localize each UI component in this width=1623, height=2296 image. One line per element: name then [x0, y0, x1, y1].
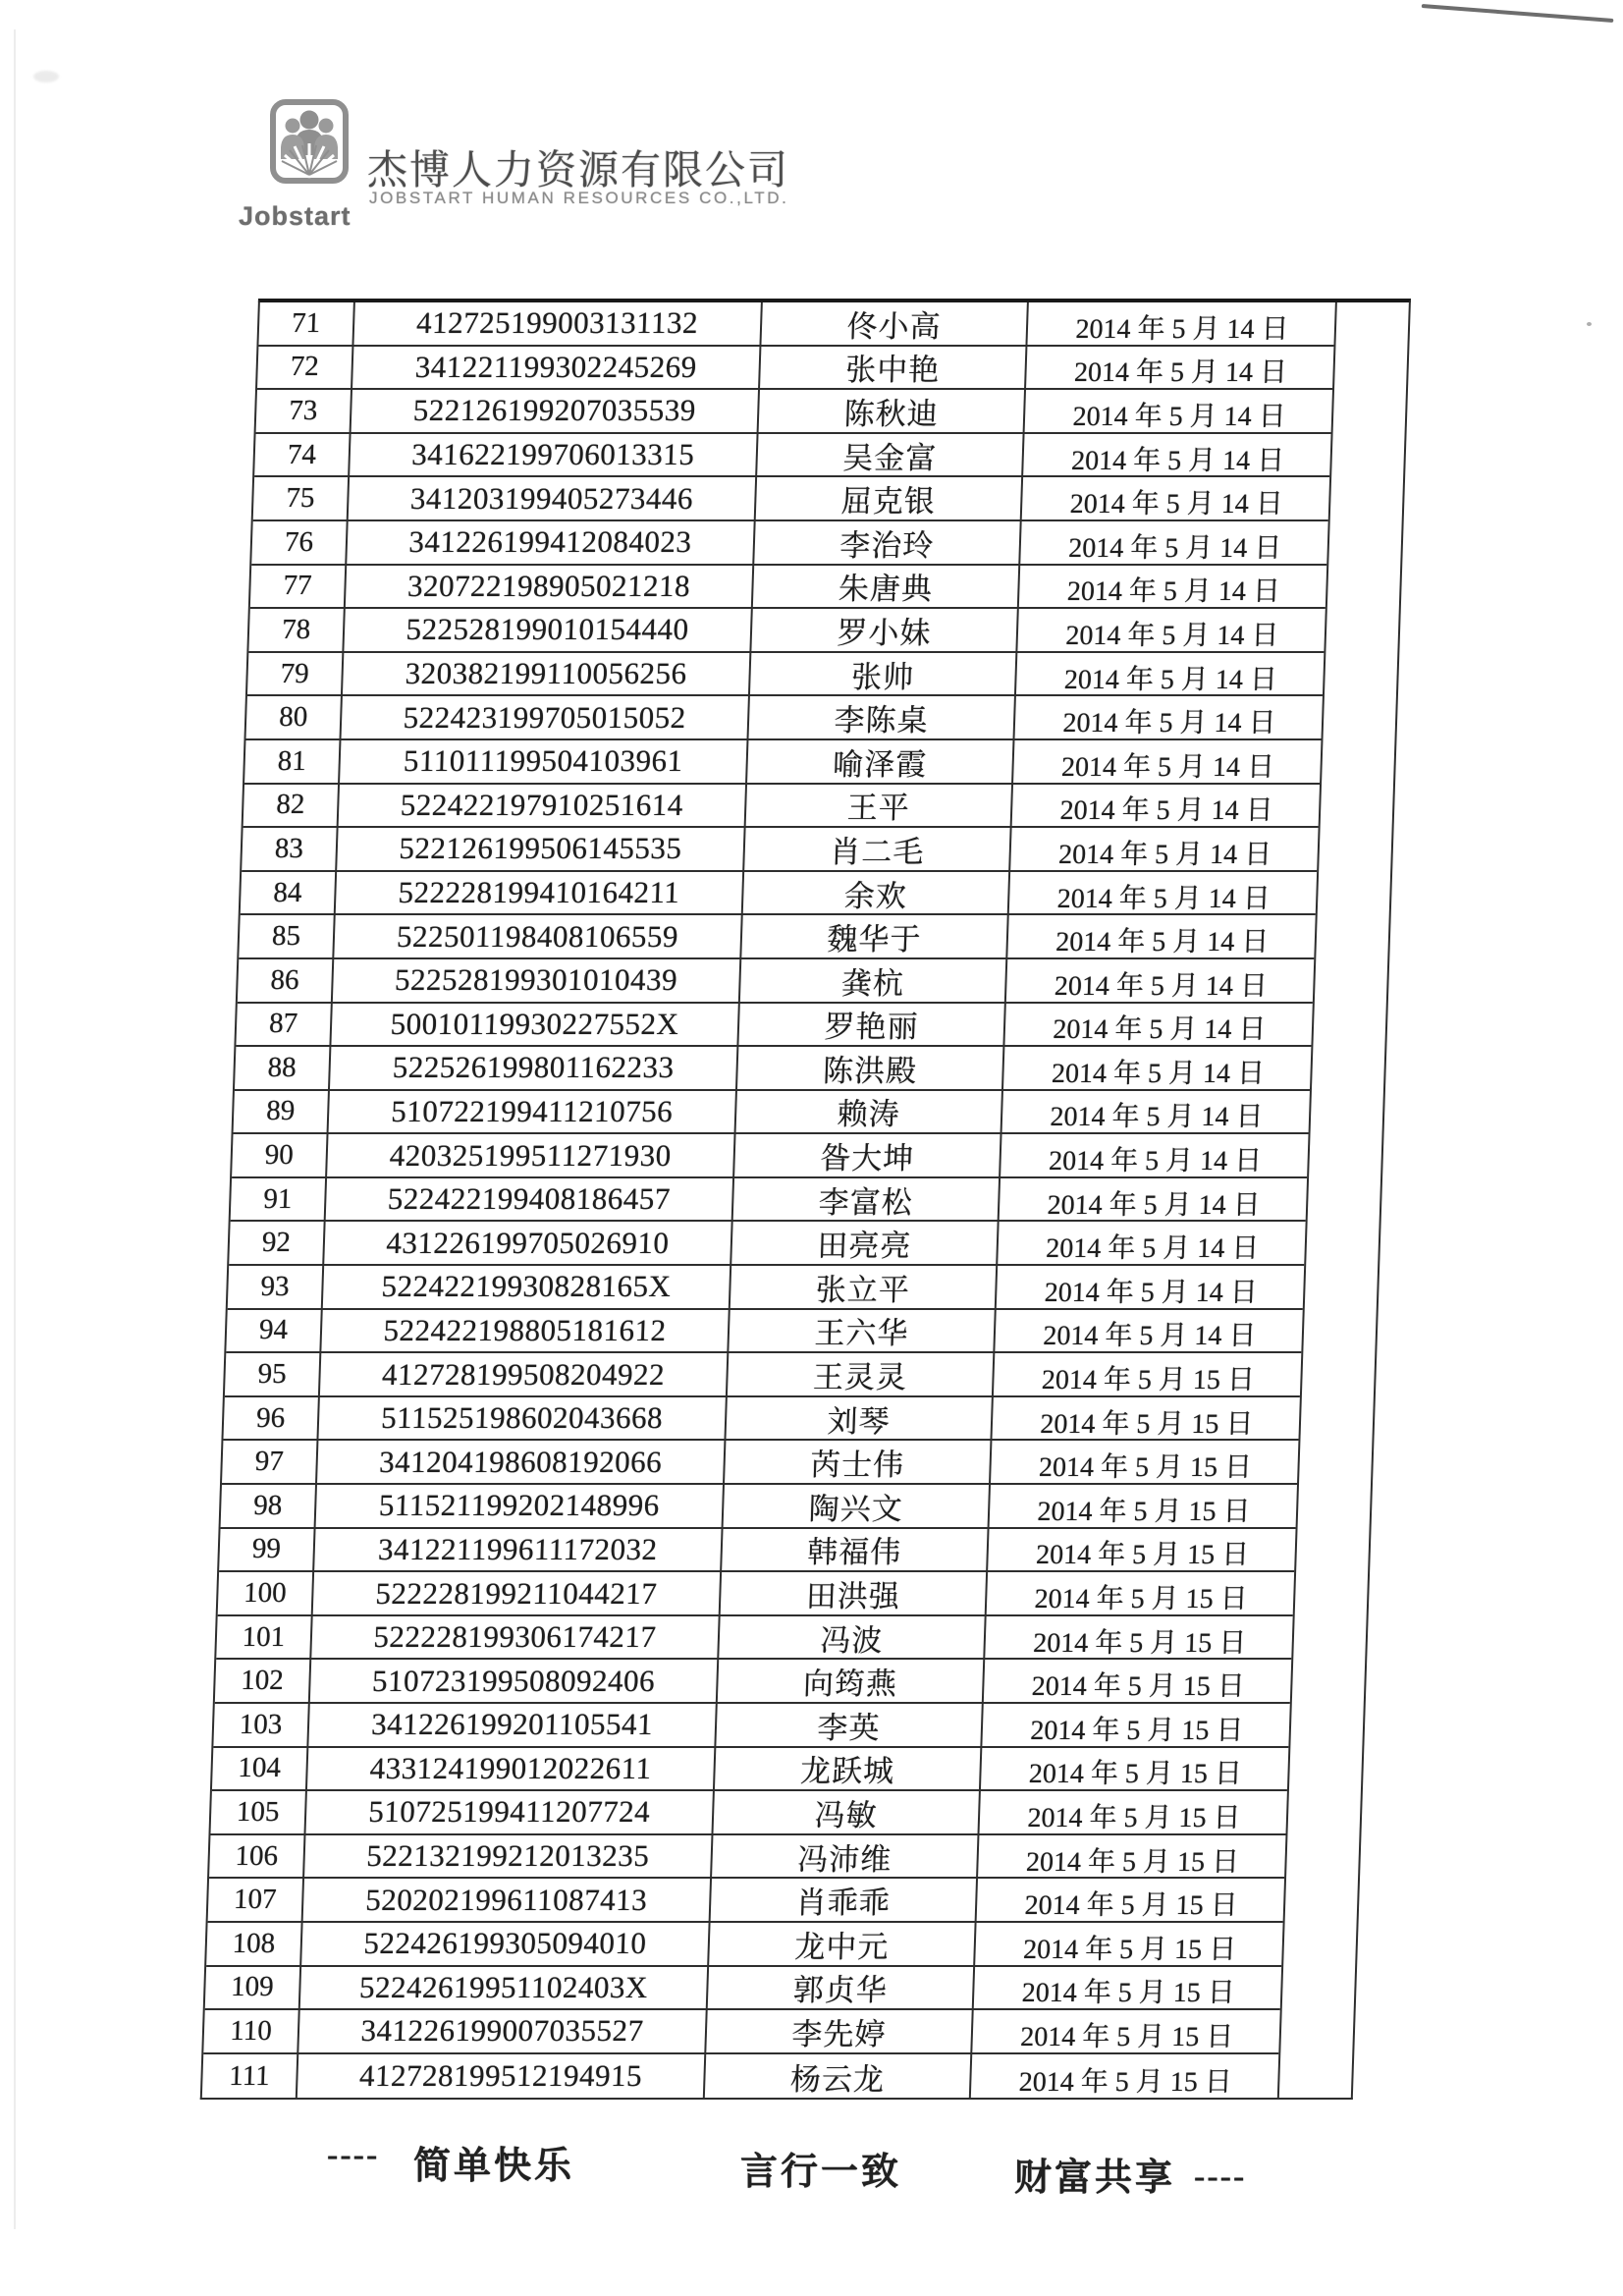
- row-number-cell: 110: [203, 2010, 299, 2052]
- row-number-cell: 104: [212, 1748, 308, 1790]
- date-cell: 2014 年 5 月 15 日: [1029, 1715, 1244, 1746]
- name-cell: 王灵灵: [728, 1353, 995, 1395]
- table-row: [213, 1704, 1289, 1748]
- table-row: [234, 1091, 1310, 1135]
- date-cell: 2014 年 5 月 14 日: [1047, 1189, 1262, 1221]
- jobstart-logo-icon: [269, 98, 352, 187]
- id-number-cell: 341204198608192066: [317, 1441, 726, 1483]
- date-cell: 2014 年 5 月 14 日: [1072, 401, 1287, 432]
- id-number-cell: 433124199012022611: [307, 1748, 716, 1790]
- company-letterhead: [0, 0, 1623, 255]
- date-cell: 2014 年 5 月 14 日: [1042, 1321, 1257, 1352]
- row-number-cell: 105: [211, 1791, 307, 1833]
- date-cell: 2014 年 5 月 15 日: [1037, 1496, 1252, 1527]
- table-row: [243, 785, 1320, 829]
- name-cell: 肖乖乖: [711, 1879, 978, 1921]
- id-number-cell: 522126199506145535: [337, 828, 745, 870]
- name-cell: 冯波: [719, 1616, 986, 1659]
- table-row: [253, 477, 1329, 521]
- name-cell: 冯沛维: [712, 1835, 979, 1878]
- name-cell: 魏华于: [741, 915, 1008, 957]
- date-cell: 2014 年 5 月 14 日: [1054, 970, 1269, 1002]
- name-cell: 屈克银: [756, 477, 1023, 519]
- table-row: [254, 434, 1330, 478]
- name-cell: 龙中元: [709, 1923, 976, 1965]
- table-row: [247, 653, 1324, 697]
- id-number-cell: 522528199010154440: [344, 609, 752, 651]
- name-cell: 向筠燕: [718, 1660, 985, 1702]
- date-cell: 2014 年 5 月 14 日: [1070, 445, 1285, 476]
- date-cell: 2014 年 5 月 15 日: [1018, 2066, 1233, 2098]
- table-row: [232, 1134, 1308, 1178]
- date-cell: 2014 年 5 月 14 日: [1067, 532, 1282, 564]
- row-number-cell: 108: [206, 1923, 302, 1965]
- row-number-cell: 96: [223, 1397, 319, 1440]
- name-cell: 张中艳: [760, 347, 1027, 389]
- table-row: [223, 1397, 1299, 1442]
- id-number-cell: 522422197910251614: [339, 785, 747, 827]
- date-cell: 2014 年 5 月 14 日: [1052, 1014, 1267, 1046]
- row-number-cell: 82: [243, 785, 340, 827]
- name-cell: 冯敏: [714, 1791, 981, 1833]
- date-cell: 2014 年 5 月 15 日: [1027, 1802, 1242, 1833]
- table-row: [205, 1967, 1281, 2011]
- footer-slogans: [0, 2129, 1623, 2198]
- table-row: [226, 1310, 1302, 1354]
- id-number-cell: 50010119930227552X: [331, 1004, 739, 1046]
- date-cell: 2014 年 5 月 15 日: [1022, 1934, 1237, 1965]
- row-number-cell: 73: [256, 390, 352, 432]
- row-number-cell: 89: [234, 1091, 330, 1133]
- name-cell: 李富松: [733, 1178, 1001, 1221]
- id-number-cell: 412728199512194915: [298, 2054, 706, 2099]
- name-cell: 张帅: [750, 653, 1017, 695]
- name-cell: 佟小高: [761, 302, 1028, 345]
- name-cell: 李陈桌: [749, 696, 1016, 738]
- id-number-cell: 320382199110056256: [343, 653, 751, 695]
- footer-slogan-1: 简单快乐: [413, 2146, 575, 2187]
- table-row: [256, 390, 1332, 434]
- name-cell: 王六华: [729, 1310, 996, 1352]
- id-number-cell: 431226199705026910: [324, 1222, 732, 1264]
- row-number-cell: 91: [231, 1178, 327, 1221]
- name-cell: 张立平: [730, 1266, 998, 1308]
- row-number-cell: 88: [235, 1047, 331, 1089]
- row-number-cell: 101: [216, 1616, 312, 1659]
- row-number-cell: 109: [205, 1967, 301, 2009]
- date-cell: 2014 年 5 月 14 日: [1064, 620, 1279, 651]
- name-cell: 杨云龙: [705, 2054, 972, 2099]
- date-cell: 2014 年 5 月 15 日: [1028, 1759, 1243, 1790]
- date-cell: 2014 年 5 月 15 日: [1021, 1978, 1236, 2009]
- name-cell: 吴金富: [757, 434, 1024, 476]
- date-cell: 2014 年 5 月 14 日: [1048, 1146, 1263, 1176]
- id-number-cell: 522228199211044217: [313, 1572, 722, 1614]
- id-number-cell: 320722198905021218: [346, 566, 754, 608]
- row-number-cell: 78: [248, 609, 345, 651]
- name-cell: 罗小妹: [751, 609, 1018, 651]
- date-cell: 2014 年 5 月 15 日: [1019, 2021, 1234, 2052]
- date-cell: 2014 年 5 月 14 日: [1057, 839, 1272, 870]
- row-number-cell: 86: [238, 959, 334, 1002]
- table-row: [216, 1616, 1292, 1661]
- row-number-cell: 94: [226, 1310, 322, 1352]
- table-row: [225, 1353, 1301, 1397]
- table-row: [248, 609, 1325, 653]
- date-cell: 2014 年 5 月 15 日: [1032, 1627, 1247, 1659]
- table-row: [215, 1660, 1291, 1704]
- date-cell: 2014 年 5 月 14 日: [1056, 883, 1271, 914]
- row-number-cell: 102: [215, 1660, 311, 1702]
- scan-speck: [1587, 322, 1592, 326]
- id-number-cell: 522426199305094010: [301, 1923, 710, 1965]
- id-number-cell: 412728199508204922: [320, 1353, 729, 1395]
- scan-edge-shadow-left: [14, 29, 16, 2229]
- footer-dash-left: ----: [327, 2137, 380, 2173]
- row-number-cell: 72: [257, 347, 353, 389]
- table-row: [221, 1485, 1297, 1529]
- id-number-cell: 520202199611087413: [303, 1879, 712, 1921]
- table-row: [258, 302, 1334, 347]
- table-rows: [202, 302, 1337, 2098]
- id-number-cell: 420325199511271930: [327, 1134, 735, 1176]
- table-row: [241, 872, 1317, 916]
- id-number-cell: 341221199611172032: [314, 1529, 723, 1571]
- date-cell: 2014 年 5 月 14 日: [1059, 795, 1274, 827]
- name-cell: 龙跃城: [715, 1748, 982, 1790]
- id-number-cell: 511525198602043668: [318, 1397, 727, 1440]
- id-number-cell: 522132199212013235: [304, 1835, 713, 1878]
- row-number-cell: 92: [229, 1222, 325, 1264]
- id-number-cell: 522501198408106559: [334, 915, 742, 957]
- name-cell: 李先婷: [706, 2010, 973, 2052]
- id-number-cell: 341203199405273446: [349, 477, 757, 519]
- id-number-cell: 341226199007035527: [298, 2010, 707, 2052]
- table-row: [231, 1178, 1307, 1223]
- row-number-cell: 90: [232, 1134, 328, 1176]
- id-number-cell: 510723199508092406: [310, 1660, 719, 1702]
- row-number-cell: 80: [246, 696, 343, 738]
- id-number-cell: 522228199306174217: [311, 1616, 720, 1659]
- table-row: [242, 828, 1318, 872]
- date-cell: 2014 年 5 月 14 日: [1069, 489, 1284, 519]
- row-number-cell: 106: [209, 1835, 305, 1878]
- date-cell: 2014 年 5 月 14 日: [1063, 664, 1278, 695]
- id-number-cell: 341226199201105541: [308, 1704, 717, 1746]
- people-sunrise-logo-icon: [269, 98, 352, 187]
- table-row: [239, 915, 1315, 959]
- name-cell: 龚杭: [740, 959, 1007, 1002]
- date-cell: 2014 年 5 月 14 日: [1060, 751, 1275, 783]
- date-cell: 2014 年 5 月 14 日: [1051, 1058, 1266, 1089]
- name-cell: 陈秋迪: [759, 390, 1026, 432]
- brand-wordmark: Jobstart: [239, 201, 352, 231]
- name-cell: 田亮亮: [731, 1222, 999, 1264]
- footer-slogan-2: 言行一致: [740, 2152, 902, 2193]
- table-row: [218, 1572, 1294, 1616]
- table-row: [257, 347, 1333, 391]
- date-cell: 2014 年 5 月 14 日: [1062, 708, 1277, 738]
- id-number-cell: 522528199301010439: [333, 959, 741, 1002]
- name-cell: 昝大坤: [734, 1134, 1001, 1176]
- date-cell: 2014 年 5 月 15 日: [1038, 1452, 1253, 1484]
- id-number-cell: 522423199705015052: [342, 696, 750, 738]
- table-row: [238, 959, 1314, 1004]
- row-number-cell: 77: [250, 566, 347, 608]
- footer-slogan-3: 财富共享: [1014, 2158, 1176, 2199]
- id-number-cell: 522228199410164211: [336, 872, 744, 914]
- table-row: [236, 1004, 1312, 1048]
- id-number-cell: 510725199411207724: [306, 1791, 715, 1833]
- table-row: [209, 1835, 1285, 1880]
- name-cell: 李英: [716, 1704, 983, 1746]
- id-number-cell: 52242619951102403X: [300, 1967, 709, 2009]
- table-row: [229, 1222, 1305, 1266]
- name-cell: 陶兴文: [724, 1485, 991, 1527]
- row-number-cell: 76: [251, 521, 348, 564]
- table-row: [210, 1791, 1286, 1835]
- id-number-cell: 341226199412084023: [347, 521, 755, 564]
- name-cell: 罗艳丽: [738, 1004, 1005, 1046]
- row-number-cell: 74: [254, 434, 351, 476]
- date-cell: 2014 年 5 月 14 日: [1050, 1102, 1265, 1133]
- id-number-cell: 52242219930828165X: [323, 1266, 731, 1308]
- date-cell: 2014 年 5 月 14 日: [1066, 576, 1281, 608]
- id-number-cell: 522526199801162233: [330, 1047, 738, 1089]
- name-cell: 陈洪殿: [737, 1047, 1004, 1089]
- name-cell: 喻泽霞: [747, 740, 1014, 783]
- id-number-cell: 522126199207035539: [352, 390, 760, 432]
- row-number-cell: 100: [218, 1572, 314, 1614]
- name-cell: 余欢: [743, 872, 1010, 914]
- date-cell: 2014 年 5 月 14 日: [1045, 1233, 1260, 1265]
- name-cell: 韩福伟: [722, 1529, 989, 1571]
- row-number-cell: 75: [253, 477, 350, 519]
- date-cell: 2014 年 5 月 15 日: [1031, 1671, 1246, 1702]
- name-cell: 田洪强: [721, 1572, 988, 1614]
- row-number-cell: 103: [213, 1704, 309, 1746]
- name-cell: 芮士伟: [725, 1441, 992, 1483]
- footer-dash-right: ----: [1194, 2159, 1247, 2195]
- table-row: [245, 696, 1322, 740]
- row-number-cell: 98: [221, 1485, 317, 1527]
- table-row: [206, 1923, 1282, 1967]
- id-number-cell: 511011199504103961: [340, 740, 748, 783]
- table-row: [219, 1529, 1295, 1573]
- name-cell: 王平: [746, 785, 1013, 827]
- table-row: [244, 740, 1321, 785]
- table-row: [208, 1879, 1284, 1923]
- row-number-cell: 93: [228, 1266, 324, 1308]
- row-number-cell: 111: [202, 2054, 298, 2099]
- id-number-cell: 511521199202148996: [316, 1485, 725, 1527]
- row-number-cell: 99: [219, 1529, 315, 1571]
- name-cell: 郭贞华: [708, 1967, 975, 2009]
- row-number-cell: 95: [225, 1353, 321, 1395]
- date-cell: 2014 年 5 月 15 日: [1024, 1890, 1239, 1921]
- id-number-cell: 341622199706013315: [350, 434, 758, 476]
- name-cell: 李治玲: [754, 521, 1021, 564]
- date-cell: 2014 年 5 月 14 日: [1055, 927, 1270, 957]
- name-cell: 肖二毛: [744, 828, 1011, 870]
- row-number-cell: 71: [258, 302, 354, 345]
- table-row: [202, 2054, 1278, 2099]
- row-number-cell: 79: [247, 653, 344, 695]
- table-row: [235, 1047, 1311, 1091]
- table-row: [222, 1441, 1298, 1485]
- row-number-cell: 83: [242, 828, 338, 870]
- row-number-cell: 84: [241, 872, 337, 914]
- date-cell: 2014 年 5 月 14 日: [1073, 357, 1288, 389]
- id-number-cell: 341221199302245269: [352, 347, 761, 389]
- employee-roster-table: [200, 299, 1411, 2100]
- row-number-cell: 85: [239, 915, 335, 957]
- table-row: [251, 521, 1327, 566]
- row-number-cell: 81: [244, 740, 341, 783]
- date-cell: 2014 年 5 月 14 日: [1044, 1277, 1259, 1308]
- id-number-cell: 522422199408186457: [326, 1178, 734, 1221]
- row-number-cell: 87: [236, 1004, 332, 1046]
- date-cell: 2014 年 5 月 15 日: [1039, 1408, 1254, 1440]
- date-cell: 2014 年 5 月 15 日: [1041, 1365, 1256, 1395]
- name-cell: 刘琴: [726, 1397, 993, 1440]
- name-cell: 赖涛: [736, 1091, 1003, 1133]
- name-cell: 朱唐典: [753, 566, 1020, 608]
- date-cell: 2014 年 5 月 14 日: [1074, 313, 1289, 345]
- company-name-chinese: 杰博人力资源有限公司: [367, 147, 789, 192]
- table-row: [203, 2010, 1279, 2054]
- date-cell: 2014 年 5 月 15 日: [1025, 1846, 1240, 1878]
- row-number-cell: 107: [208, 1879, 304, 1921]
- table-row: [250, 566, 1326, 610]
- table-row: [228, 1266, 1304, 1310]
- id-number-cell: 412725199003131132: [353, 302, 762, 345]
- id-number-cell: 522422198805181612: [321, 1310, 730, 1352]
- row-number-cell: 97: [222, 1441, 318, 1483]
- date-cell: 2014 年 5 月 15 日: [1035, 1540, 1250, 1571]
- company-name-english: JOBSTART HUMAN RESOURCES CO.,LTD.: [369, 189, 789, 207]
- id-number-cell: 510722199411210756: [329, 1091, 737, 1133]
- table-row: [212, 1748, 1288, 1792]
- date-cell: 2014 年 5 月 15 日: [1034, 1584, 1249, 1614]
